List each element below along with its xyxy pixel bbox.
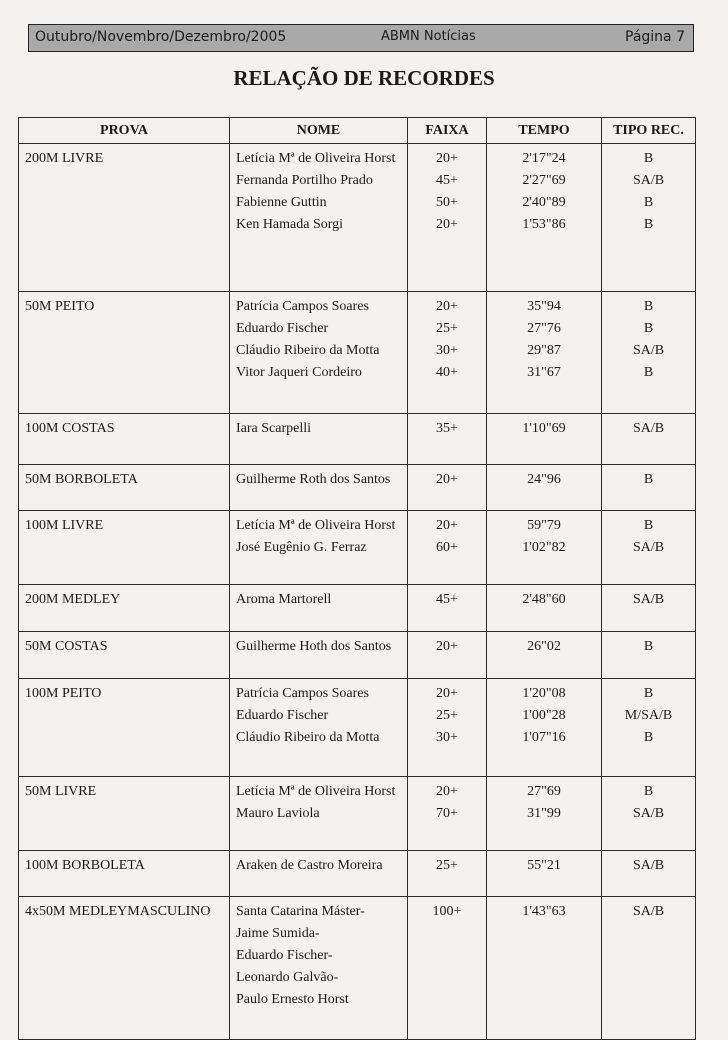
record-type: SA/B xyxy=(632,904,665,919)
nome-cell xyxy=(230,292,408,414)
table-row xyxy=(19,585,696,632)
tempo-cell xyxy=(487,777,602,851)
event-cell xyxy=(19,414,230,465)
record-time: 26"02 xyxy=(527,639,561,654)
swimmer-name: Santa Catarina Máster- xyxy=(236,904,365,919)
tipo-cell xyxy=(602,511,696,585)
age-group: 20+ xyxy=(436,639,458,654)
swimmer-name: Letícia Mª de Oliveira Horst xyxy=(236,151,396,166)
age-group: 25+ xyxy=(436,858,458,873)
age-group: 45+ xyxy=(436,173,458,188)
record-type: B xyxy=(643,686,654,701)
event-cell xyxy=(19,679,230,777)
age-group: 30+ xyxy=(436,730,458,745)
table-row xyxy=(19,851,696,897)
swimmer-name: Eduardo Fischer- xyxy=(236,948,333,963)
faixa-cell xyxy=(408,777,487,851)
event-cell xyxy=(19,511,230,585)
event-name: 200M MEDLEY xyxy=(25,592,121,607)
faixa-cell xyxy=(408,632,487,679)
swimmer-name: Eduardo Fischer xyxy=(236,321,329,336)
nome-cell xyxy=(230,414,408,465)
record-type: B xyxy=(643,195,654,210)
swimmer-name: Patrícia Campos Soares xyxy=(236,299,369,314)
record-type xyxy=(602,923,695,945)
record-time: 27"76 xyxy=(527,321,561,336)
record-type: SA/B xyxy=(632,592,665,607)
tempo-cell xyxy=(487,144,602,292)
age-group: 20+ xyxy=(436,784,458,799)
tempo-cell xyxy=(487,632,602,679)
page-title: RELAÇÃO DE RECORDES xyxy=(233,66,495,90)
record-type: SA/B xyxy=(632,173,665,188)
table-header-row xyxy=(19,118,696,144)
issue-period: Outubro/Novembro/Dezembro/2005 xyxy=(35,29,287,45)
age-group xyxy=(408,945,486,967)
swimmer-name: Eduardo Fischer xyxy=(236,708,329,723)
faixa-cell xyxy=(408,679,487,777)
record-time xyxy=(487,945,601,967)
record-time xyxy=(487,989,601,1011)
nome-cell xyxy=(230,632,408,679)
age-group: 25+ xyxy=(436,321,458,336)
tipo-cell xyxy=(602,465,696,511)
event-name: 50M COSTAS xyxy=(25,639,108,654)
record-type: SA/B xyxy=(632,806,665,821)
event-name: 100M BORBOLETA xyxy=(25,858,145,873)
table-row xyxy=(19,632,696,679)
page-number: Página 7 xyxy=(625,29,685,45)
faixa-cell xyxy=(408,414,487,465)
record-time: 2'40"89 xyxy=(522,195,566,210)
record-time: 1'07"16 xyxy=(522,730,566,745)
swimmer-name: Ken Hamada Sorgi xyxy=(236,217,344,232)
age-group: 100+ xyxy=(432,904,462,919)
record-time: 29"87 xyxy=(527,343,561,358)
table-row xyxy=(19,414,696,465)
record-type: M/SA/B xyxy=(624,708,673,723)
table-row xyxy=(19,511,696,585)
table-row xyxy=(19,897,696,1040)
record-type xyxy=(602,989,695,1011)
age-group: 20+ xyxy=(436,518,458,533)
swimmer-name: Cláudio Ribeiro da Motta xyxy=(236,343,380,358)
record-time: 27"69 xyxy=(527,784,561,799)
swimmer-name: Paulo Ernesto Horst xyxy=(236,992,349,1007)
record-time: 2'48"60 xyxy=(522,592,566,607)
tipo-cell xyxy=(602,414,696,465)
record-type xyxy=(602,945,695,967)
age-group: 70+ xyxy=(436,806,458,821)
nome-cell xyxy=(230,144,408,292)
records-body xyxy=(19,144,696,1040)
age-group: 25+ xyxy=(436,708,458,723)
age-group: 45+ xyxy=(436,592,458,607)
event-cell xyxy=(19,777,230,851)
tipo-cell xyxy=(602,144,696,292)
tipo-cell xyxy=(602,777,696,851)
swimmer-name: Iara Scarpelli xyxy=(236,421,312,436)
record-type: B xyxy=(643,299,654,314)
record-time: 1'02"82 xyxy=(522,540,566,555)
tipo-cell xyxy=(602,632,696,679)
tipo-cell xyxy=(602,897,696,1040)
record-type: B xyxy=(643,217,654,232)
record-time: 1'10"69 xyxy=(522,421,566,436)
swimmer-name: Guilherme Roth dos Santos xyxy=(236,472,391,487)
record-type: B xyxy=(643,365,654,380)
record-time: 2'27"69 xyxy=(522,173,566,188)
age-group xyxy=(408,967,486,989)
tipo-cell xyxy=(602,292,696,414)
record-time: 2'17"24 xyxy=(522,151,566,166)
nome-cell xyxy=(230,585,408,632)
nome-cell xyxy=(230,851,408,897)
age-group xyxy=(408,923,486,945)
record-type: B xyxy=(643,784,654,799)
column-header-nome: NOME xyxy=(230,118,408,144)
event-cell xyxy=(19,851,230,897)
record-time: 35"94 xyxy=(527,299,561,314)
age-group: 50+ xyxy=(436,195,458,210)
event-name: 100M COSTAS xyxy=(25,421,115,436)
column-header-prova: PROVA xyxy=(19,118,230,144)
tempo-cell xyxy=(487,679,602,777)
faixa-cell xyxy=(408,511,487,585)
age-group: 35+ xyxy=(436,421,458,436)
record-time xyxy=(487,923,601,945)
nome-cell xyxy=(230,511,408,585)
faixa-cell xyxy=(408,292,487,414)
record-time: 1'00"28 xyxy=(522,708,566,723)
nome-cell xyxy=(230,777,408,851)
record-type: SA/B xyxy=(632,421,665,436)
record-time: 1'43"63 xyxy=(522,904,566,919)
record-type: SA/B xyxy=(632,343,665,358)
tempo-cell xyxy=(487,897,602,1040)
record-type: B xyxy=(643,151,654,166)
faixa-cell xyxy=(408,851,487,897)
event-name: 50M LIVRE xyxy=(25,784,97,799)
faixa-cell xyxy=(408,585,487,632)
tempo-cell xyxy=(487,292,602,414)
event-cell xyxy=(19,465,230,511)
table-row xyxy=(19,144,696,292)
nome-cell xyxy=(230,679,408,777)
event-cell xyxy=(19,144,230,292)
record-time xyxy=(487,967,601,989)
swimmer-name: Letícia Mª de Oliveira Horst xyxy=(236,784,396,799)
age-group: 20+ xyxy=(436,151,458,166)
tempo-cell xyxy=(487,851,602,897)
tempo-cell xyxy=(487,414,602,465)
event-cell xyxy=(19,632,230,679)
swimmer-name: Fernanda Portilho Prado xyxy=(236,173,373,188)
record-type: B xyxy=(643,321,654,336)
page-header xyxy=(28,24,694,52)
record-time: 24"96 xyxy=(527,472,561,487)
event-cell xyxy=(19,585,230,632)
faixa-cell xyxy=(408,465,487,511)
tipo-cell xyxy=(602,851,696,897)
swimmer-name: Patrícia Campos Soares xyxy=(236,686,369,701)
event-cell xyxy=(19,897,230,1040)
record-type: B xyxy=(643,518,654,533)
record-type: B xyxy=(643,730,654,745)
event-name: 100M PEITO xyxy=(25,686,102,701)
age-group: 20+ xyxy=(436,299,458,314)
swimmer-name: Araken de Castro Moreira xyxy=(236,858,383,873)
swimmer-name: Letícia Mª de Oliveira Horst xyxy=(236,518,396,533)
record-type: SA/B xyxy=(632,858,665,873)
table-row xyxy=(19,679,696,777)
swimmer-name: Aroma Martorell xyxy=(236,592,332,607)
swimmer-name: Jaime Sumida- xyxy=(236,926,320,941)
age-group: 40+ xyxy=(436,365,458,380)
record-type: B xyxy=(643,639,654,654)
event-name: 4x50M MEDLEYMASCULINO xyxy=(25,904,211,919)
column-header-tempo: TEMPO xyxy=(487,118,602,144)
swimmer-name: Leonardo Galvão- xyxy=(236,970,339,985)
event-name: 200M LIVRE xyxy=(25,151,104,166)
nome-cell xyxy=(230,465,408,511)
records-table xyxy=(18,117,696,1040)
event-name: 50M PEITO xyxy=(25,299,95,314)
age-group: 60+ xyxy=(436,540,458,555)
swimmer-name: Vitor Jaqueri Cordeiro xyxy=(236,365,362,380)
swimmer-name: Guilherme Hoth dos Santos xyxy=(236,639,392,654)
tempo-cell xyxy=(487,585,602,632)
record-type: B xyxy=(643,472,654,487)
tempo-cell xyxy=(487,511,602,585)
swimmer-name: Mauro Laviola xyxy=(236,806,320,821)
record-time: 59"79 xyxy=(527,518,561,533)
record-type: SA/B xyxy=(632,540,665,555)
column-header-faixa: FAIXA xyxy=(408,118,487,144)
table-row xyxy=(19,777,696,851)
column-header-tipo: TIPO REC. xyxy=(602,118,696,144)
tempo-cell xyxy=(487,465,602,511)
record-time: 31"99 xyxy=(527,806,561,821)
tipo-cell xyxy=(602,679,696,777)
event-name: 50M BORBOLETA xyxy=(25,472,138,487)
tipo-cell xyxy=(602,585,696,632)
table-row xyxy=(19,465,696,511)
table-row xyxy=(19,292,696,414)
age-group xyxy=(408,989,486,1011)
record-time: 1'53"86 xyxy=(522,217,566,232)
publication-name: ABMN Notícias xyxy=(381,29,476,44)
age-group: 20+ xyxy=(436,686,458,701)
record-time: 55"21 xyxy=(527,858,561,873)
record-time: 31"67 xyxy=(527,365,561,380)
swimmer-name: Cláudio Ribeiro da Motta xyxy=(236,730,380,745)
swimmer-name: José Eugênio G. Ferraz xyxy=(236,540,367,555)
faixa-cell xyxy=(408,144,487,292)
age-group: 20+ xyxy=(436,472,458,487)
nome-cell xyxy=(230,897,408,1040)
faixa-cell xyxy=(408,897,487,1040)
record-type xyxy=(602,967,695,989)
swimmer-name: Fabienne Guttin xyxy=(236,195,327,210)
age-group: 30+ xyxy=(436,343,458,358)
event-cell xyxy=(19,292,230,414)
age-group: 20+ xyxy=(436,217,458,232)
event-name: 100M LIVRE xyxy=(25,518,104,533)
record-time: 1'20"08 xyxy=(522,686,566,701)
